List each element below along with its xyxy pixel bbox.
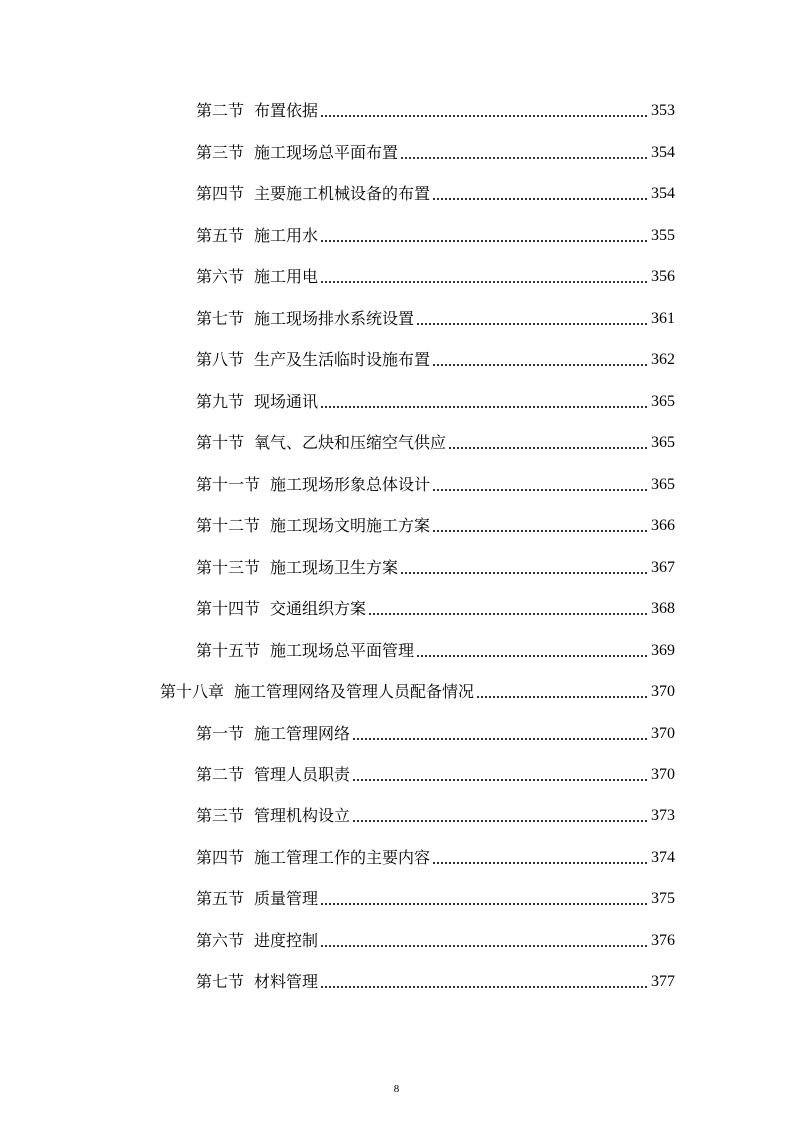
toc-entry-title: 施工现场总平面管理 (270, 641, 415, 660)
dot-leader (400, 154, 648, 160)
toc-entry[interactable] (196, 388, 675, 412)
toc-entry-number: 第十四节 (196, 599, 261, 618)
toc-entry-number: 第七节 (196, 309, 245, 328)
toc-entry-number: 第三节 (196, 143, 245, 162)
toc-entry-title: 管理机构设立 (254, 806, 351, 825)
toc-entry-page: 370 (651, 683, 675, 700)
dot-leader (320, 112, 648, 118)
toc-entry[interactable] (196, 554, 675, 578)
toc-entry[interactable] (196, 927, 675, 951)
toc-entry-number: 第五节 (196, 889, 245, 908)
toc-entry-title: 管理人员职责 (254, 765, 351, 784)
toc-entry-title: 施工现场排水系统设置 (254, 309, 415, 328)
dot-leader (352, 817, 648, 823)
toc-entry-title: 材料管理 (254, 972, 319, 991)
toc-entry-number: 第九节 (196, 392, 245, 411)
toc-entry-title: 施工现场卫生方案 (270, 558, 399, 577)
toc-entry[interactable] (196, 720, 675, 744)
toc-entry-number: 第十三节 (196, 558, 261, 577)
toc-entry-page: 356 (651, 268, 675, 285)
toc-entry-title: 施工用水 (254, 226, 319, 245)
toc-entry-title: 氧气、乙炔和压缩空气供应 (254, 433, 447, 452)
dot-leader (432, 195, 648, 201)
toc-entry-title: 施工管理网络及管理人员配备情况 (234, 682, 475, 701)
toc-entry[interactable] (196, 180, 675, 204)
toc-entry-number: 第十节 (196, 433, 245, 452)
dot-leader (400, 569, 648, 575)
toc-entry-page: 373 (651, 807, 675, 824)
toc-entry-page: 365 (651, 393, 675, 410)
toc-entry-number: 第二节 (196, 765, 245, 784)
toc-entry[interactable] (196, 222, 675, 246)
toc-entry-page: 374 (651, 849, 675, 866)
dot-leader (432, 486, 648, 492)
dot-leader (448, 444, 648, 450)
toc-entry[interactable] (196, 761, 675, 785)
toc-entry-title: 交通组织方案 (270, 599, 367, 618)
toc-entry-number: 第六节 (196, 931, 245, 950)
toc-entry-title: 进度控制 (254, 931, 319, 950)
toc-entry-page: 375 (651, 890, 675, 907)
toc-entry-page: 365 (651, 476, 675, 493)
toc-entry-page: 361 (651, 310, 675, 327)
dot-leader (416, 652, 648, 658)
toc-entry-title: 施工现场形象总体设计 (270, 475, 431, 494)
dot-leader (432, 527, 648, 533)
toc-entry-number: 第四节 (196, 848, 245, 867)
dot-leader (432, 361, 648, 367)
toc-entry-page: 370 (651, 766, 675, 783)
toc-entry-number: 第七节 (196, 972, 245, 991)
toc-entry-title: 现场通讯 (254, 392, 319, 411)
toc-entry-title: 质量管理 (254, 889, 319, 908)
toc-entry-number: 第十二节 (196, 516, 261, 535)
toc-entry-page: 362 (651, 351, 675, 368)
dot-leader (320, 403, 648, 409)
dot-leader (352, 776, 648, 782)
toc-entry-title: 布置依据 (254, 101, 319, 120)
toc-entry-page: 355 (651, 227, 675, 244)
toc-entry-page: 366 (651, 517, 675, 534)
toc-entry-number: 第四节 (196, 184, 245, 203)
toc-entry-number: 第六节 (196, 267, 245, 286)
toc-entry-number: 第十一节 (196, 475, 261, 494)
toc-entry-page: 377 (651, 973, 675, 990)
dot-leader (476, 693, 648, 699)
toc-entry[interactable] (196, 139, 675, 163)
toc-entry-number: 第五节 (196, 226, 245, 245)
toc-entry[interactable] (196, 429, 675, 453)
toc-entry-page: 354 (651, 144, 675, 161)
toc-entry-title: 生产及生活临时设施布置 (254, 350, 431, 369)
toc-entry-number: 第二节 (196, 101, 245, 120)
toc-entry[interactable] (196, 346, 675, 370)
toc-entry-page: 369 (651, 642, 675, 659)
toc-entry-title: 施工管理网络 (254, 724, 351, 743)
toc-entry-number: 第一节 (196, 724, 245, 743)
dot-leader (320, 900, 648, 906)
toc-entry-page: 354 (651, 185, 675, 202)
toc-entry[interactable] (196, 512, 675, 536)
toc-entry-page: 370 (651, 725, 675, 742)
toc-entry-number: 第八节 (196, 350, 245, 369)
toc-entry-title: 施工现场总平面布置 (254, 143, 399, 162)
toc-entry[interactable] (196, 637, 675, 661)
toc-chapter-entry[interactable] (160, 678, 675, 702)
toc-entry-page: 368 (651, 600, 675, 617)
toc-entry[interactable] (196, 968, 675, 992)
toc-entry[interactable] (196, 263, 675, 287)
toc-entry[interactable] (196, 305, 675, 329)
toc-entry-title: 施工管理工作的主要内容 (254, 848, 431, 867)
dot-leader (320, 237, 648, 243)
toc-entry[interactable] (196, 97, 675, 121)
dot-leader (320, 942, 648, 948)
toc-entry-page: 367 (651, 559, 675, 576)
toc-entry[interactable] (196, 471, 675, 495)
toc-entry-page: 365 (651, 434, 675, 451)
dot-leader (320, 983, 648, 989)
dot-leader (352, 735, 648, 741)
toc-entry-title: 主要施工机械设备的布置 (254, 184, 431, 203)
toc-entry-number: 第三节 (196, 806, 245, 825)
toc-entry-title: 施工用电 (254, 267, 319, 286)
page-number: 8 (393, 1083, 400, 1095)
dot-leader (432, 859, 648, 865)
dot-leader (416, 320, 648, 326)
dot-leader (368, 610, 648, 616)
toc-entry-number: 第十五节 (196, 641, 261, 660)
toc-entry-number: 第十八章 (160, 682, 225, 701)
toc-entry[interactable] (196, 844, 675, 868)
toc-entry[interactable] (196, 595, 675, 619)
dot-leader (320, 278, 648, 284)
toc-entry[interactable] (196, 802, 675, 826)
toc-entry-page: 376 (651, 932, 675, 949)
toc-entry-title: 施工现场文明施工方案 (270, 516, 431, 535)
toc-entry[interactable] (196, 885, 675, 909)
toc-entry-page: 353 (651, 102, 675, 119)
